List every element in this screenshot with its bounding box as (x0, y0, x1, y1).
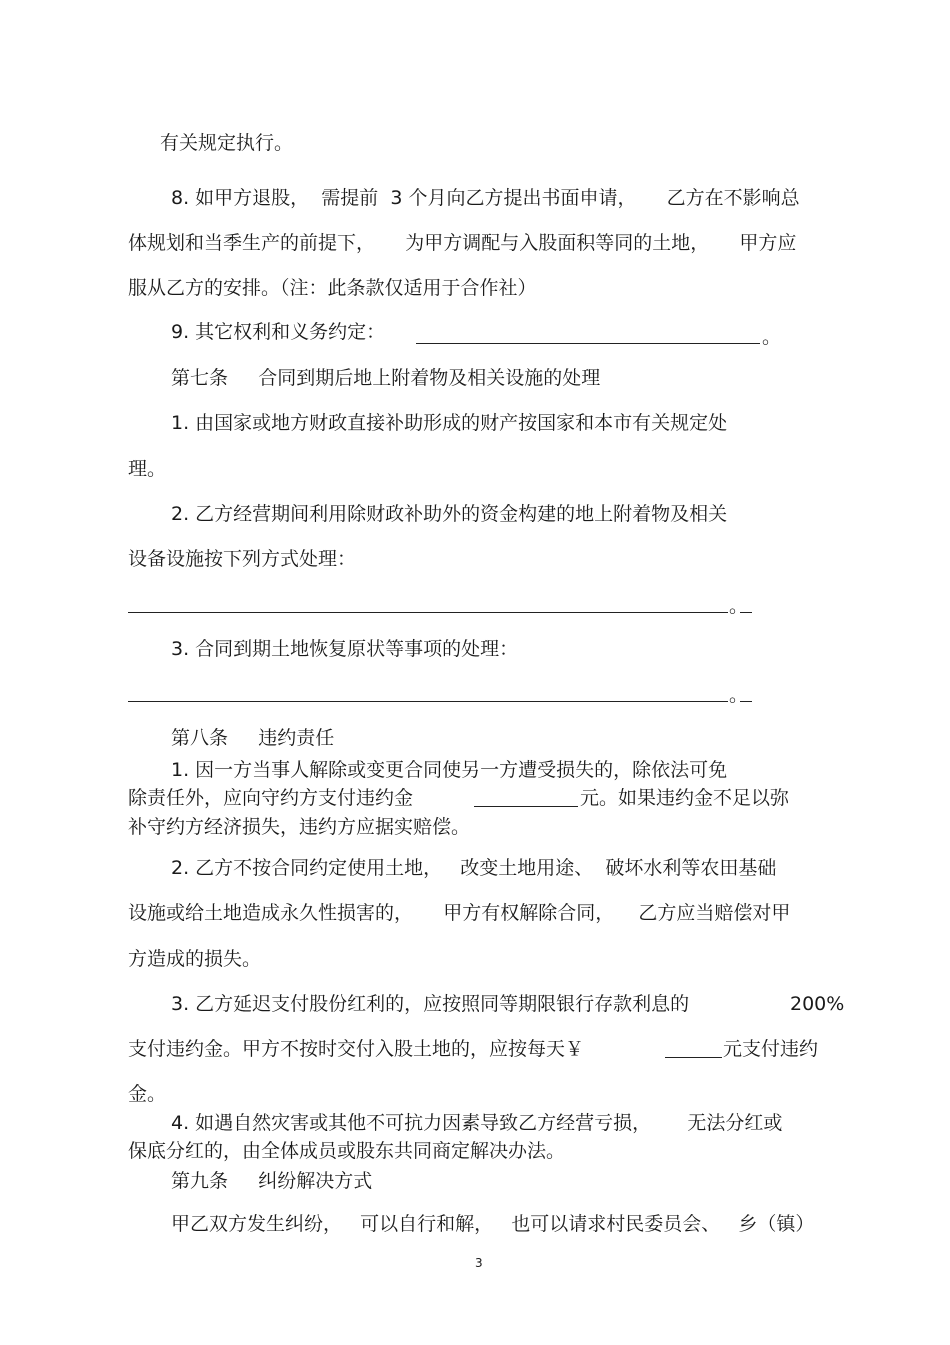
fill-in-blank-tail (740, 612, 752, 613)
text-line: 4. 如遇自然灾害或其他不可抗力因素导致乙方经营亏损， 无法分红或 (171, 1112, 783, 1134)
text-line: 9. 其它权利和义务约定： (171, 321, 386, 343)
text-line: 3. 乙方延迟支付股份红利的，应按照同等期限银行存款利息的 (171, 993, 690, 1015)
text-line: 甲乙双方发生纠纷， 可以自行和解， 也可以请求村民委员会、 乡（镇） (171, 1213, 815, 1235)
text-line: 理。 (128, 458, 167, 480)
text-line: 3. 合同到期土地恢复原状等事项的处理： (171, 638, 519, 660)
text-line: 服从乙方的安排。（注：此条款仅适用于合作社） (128, 277, 537, 299)
fill-in-blank (665, 1057, 722, 1058)
text-line: 除责任外，应向守约方支付违约金 (128, 787, 414, 809)
text-line: 2. 乙方不按合同约定使用土地， 改变土地用途、 破坏水利等农田基础 (171, 857, 777, 879)
text-line: 有关规定执行。 (160, 132, 294, 154)
text-line: 。 (729, 595, 749, 617)
fill-in-blank (128, 701, 728, 702)
text-line: 金。 (128, 1083, 167, 1105)
article-heading: 第七条 合同到期后地上附着物及相关设施的处理 (171, 367, 601, 389)
text-line: 保底分红的，由全体成员或股东共同商定解决办法。 (128, 1140, 566, 1162)
text-line: 1. 由国家或地方财政直接补助形成的财产按国家和本市有关规定处 (171, 412, 728, 434)
page-number: 3 (475, 1256, 483, 1270)
text-line: 方造成的损失。 (128, 948, 262, 970)
text-line: 1. 因一方当事人解除或变更合同使另一方遭受损失的，除依法可免 (171, 759, 728, 781)
article-heading: 第九条 纠纷解决方式 (171, 1170, 373, 1192)
text-line: 。 (762, 326, 782, 348)
text-line: 200% (790, 993, 845, 1015)
text-line: 设施或给土地造成永久性损害的， 甲方有权解除合同， 乙方应当赔偿对甲 (128, 902, 791, 924)
fill-in-blank (128, 612, 728, 613)
fill-in-blank (416, 343, 760, 344)
text-line: 元支付违约 (723, 1038, 819, 1060)
text-line: 2. 乙方经营期间利用除财政补助外的资金构建的地上附着物及相关 (171, 503, 728, 525)
text-line: 设备设施按下列方式处理： (128, 548, 357, 570)
text-line: 。 (729, 684, 749, 706)
text-line: 支付违约金。甲方不按时交付入股土地的，应按每天￥ (128, 1038, 585, 1060)
text-line: 8. 如甲方退股， 需提前 3 个月向乙方提出书面申请， 乙方在不影响总 (171, 187, 800, 209)
article-heading: 第八条 违约责任 (171, 727, 335, 749)
text-line: 补守约方经济损失，违约方应据实赔偿。 (128, 816, 471, 838)
fill-in-blank (474, 806, 578, 807)
text-line: 元。如果违约金不足以弥 (580, 787, 790, 809)
fill-in-blank-tail (740, 701, 752, 702)
text-line: 体规划和当季生产的前提下， 为甲方调配与入股面积等同的土地， 甲方应 (128, 232, 797, 254)
